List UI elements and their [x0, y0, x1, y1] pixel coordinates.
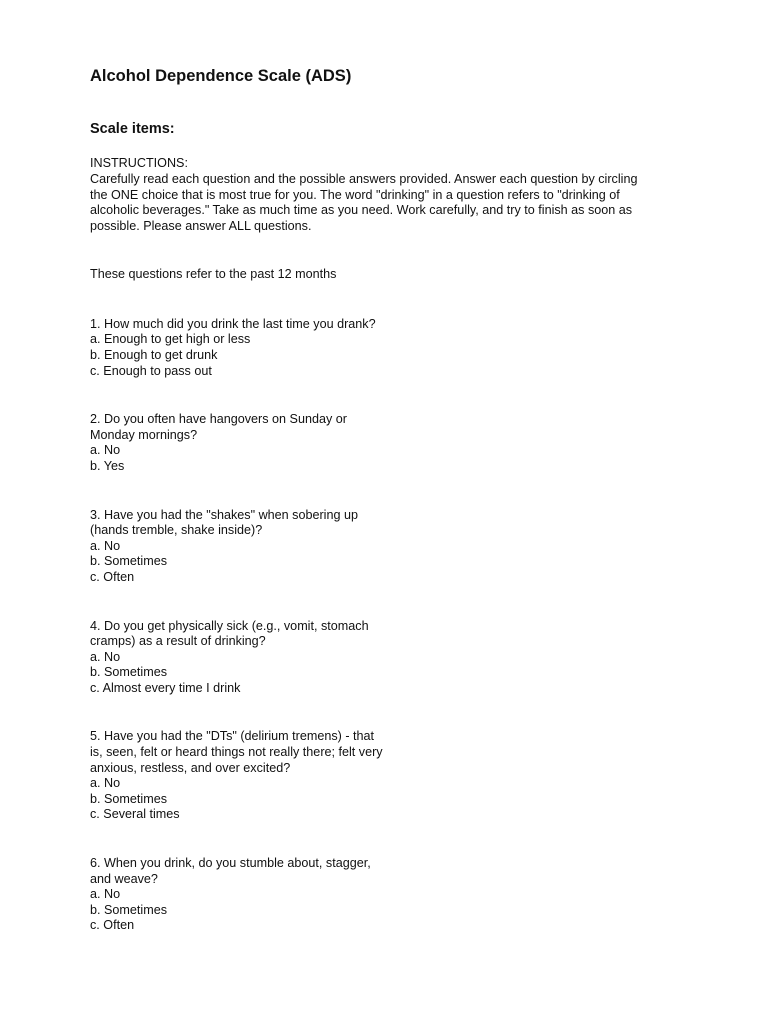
question-text: anxious, restless, and over excited?: [90, 760, 291, 775]
answer-option[interactable]: c. Often: [90, 918, 135, 933]
question-text: 2. Do you often have hangovers on Sunday or: [90, 412, 347, 427]
answer-option[interactable]: a. No: [90, 776, 121, 791]
document-content: [90, 66, 690, 967]
question-6: [90, 856, 690, 934]
question-text: 6. When you drink, do you stumble about, stagger,: [90, 856, 371, 871]
question-1: [90, 317, 690, 379]
answer-option[interactable]: a. Enough to get high or less: [90, 332, 251, 347]
answer-option[interactable]: b. Sometimes: [90, 902, 167, 917]
instructions-line: possible. Please answer ALL questions.: [90, 219, 312, 234]
answer-option[interactable]: b. Enough to get drunk: [90, 347, 218, 362]
question-text: cramps) as a result of drinking?: [90, 634, 266, 649]
question-5: [90, 729, 690, 823]
answer-option[interactable]: c. Several times: [90, 807, 180, 822]
instructions-line: alcoholic beverages." Take as much time as you need. Work carefully, and try to finish as soon as: [90, 203, 633, 218]
question-text: and weave?: [90, 871, 158, 886]
timeframe-note: These questions refer to the past 12 months: [90, 266, 337, 281]
answer-option[interactable]: b. Sometimes: [90, 791, 167, 806]
answer-option[interactable]: b. Sometimes: [90, 665, 167, 680]
question-list: [90, 317, 690, 934]
instructions-block: [90, 156, 690, 235]
instructions-label: INSTRUCTIONS:: [90, 156, 188, 170]
question-text: 1. How much did you drink the last time you drank?: [90, 316, 376, 331]
instructions-line: the ONE choice that is most true for you. The word "drinking" in a question refers to "drinking of: [90, 187, 620, 202]
question-text: 4. Do you get physically sick (e.g., vomit, stomach: [90, 618, 369, 633]
answer-option[interactable]: a. No: [90, 538, 121, 553]
question-text: 3. Have you had the "shakes" when sobering up: [90, 507, 358, 522]
answer-option[interactable]: b. Sometimes: [90, 554, 167, 569]
answer-option[interactable]: a. No: [90, 887, 121, 902]
question-3: [90, 508, 690, 586]
question-4: [90, 619, 690, 697]
document-title: Alcohol Dependence Scale (ADS): [90, 67, 352, 85]
question-text: is, seen, felt or heard things not really there; felt very: [90, 745, 383, 760]
section-heading: Scale items:: [90, 121, 175, 137]
answer-option[interactable]: c. Almost every time I drink: [90, 680, 241, 695]
instructions-line: Carefully read each question and the possible answers provided. Answer each question by circling: [90, 171, 638, 186]
question-text: Monday mornings?: [90, 427, 198, 442]
answer-option[interactable]: c. Often: [90, 569, 135, 584]
question-2: [90, 412, 690, 474]
answer-option[interactable]: a. No: [90, 443, 121, 458]
answer-option[interactable]: b. Yes: [90, 458, 125, 473]
answer-option[interactable]: a. No: [90, 649, 121, 664]
answer-option[interactable]: c. Enough to pass out: [90, 363, 212, 378]
question-text: (hands tremble, shake inside)?: [90, 523, 263, 538]
question-text: 5. Have you had the "DTs" (delirium tremens) - that: [90, 729, 375, 744]
